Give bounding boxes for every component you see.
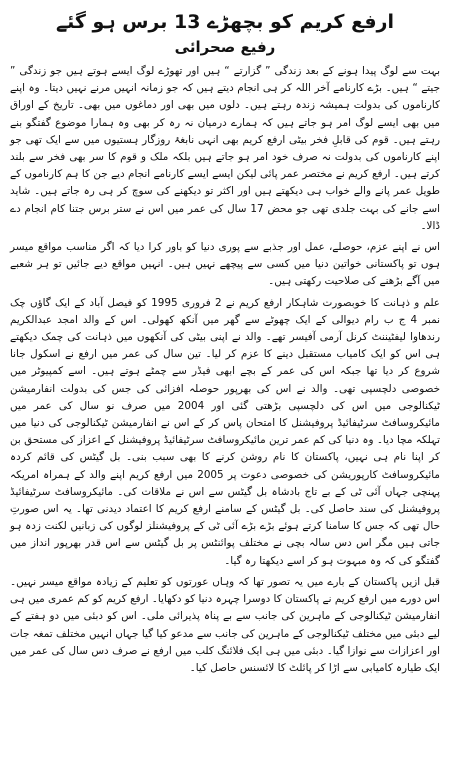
article-headline: ارفع کریم کو بچھڑے 13 برس ہو گئے bbox=[56, 11, 394, 33]
article-byline: رفیع صحرائی bbox=[174, 38, 276, 56]
article-paragraph: قبل ازیں پاکستان کے بارے میں یہ تصور تھا کہ وہاں عورتوں کو تعلیم کے زیادہ مواقع میسر نہیں۔ اس دورے میں ارفع کریم نے پاکستان کا دوسرا چہرہ دنیا کو دکھایا۔ ارفع کریم کو کم عمری میں ہی انفارمیشن ٹیکنالوجی کے ماہرین کی جانب سے بے پناہ پذیرائی ملی۔ اس کو دبئی میں دو ہفتے کے لیے دبئی میں مختلف ٹیکنالوجی کے ماہرین کی جانب سے مدعو کیا گیا جہاں انہیں مختلف تمغہ جات اور اعزازات سے نوازا گیا۔ دبئی میں ہی ایک فلائنگ کلب میں ارفع نے صرف دس سال کی عمر میں ایک طیارہ کامیابی سے اڑا کر پائلٹ کا لائسنس حاصل کیا۔ bbox=[10, 575, 440, 674]
article-body bbox=[10, 63, 440, 677]
article-paragraph: علم و ذہانت کا خوبصورت شاہکار ارفع کریم نے 2 فروری 1995 کو فیصل آباد کے ایک گاؤں چک نمبر 4 ج ب رام دیوالی کے ایک چھوٹے سے گھر میں آنکھ کھولی۔ اس کے والد امجد عبدالکریم رندھاوا لیفٹیننٹ کرنل آرمی آفیسر تھے۔ والد نے اپنی بیٹی کی آنکھوں میں ذہانت کی چمک دیکھتے ہی اس کو ایک کامیاب مستقبل دینے کا عزم کر لیا۔ تین سال کی عمر میں ارفع نے اسکول جانا شروع کر دیا تھا جبکہ اس کی عمر کے بچے ابھی فیڈر سے چمٹے ہوتے ہیں۔ اسے کمپیوٹر میں خصوصی دلچسپی تھی۔ والد نے اس کی بھرپور حوصلہ افزائی کی جس کی بدولت انفارمیشن ٹیکنالوجی میں اس کی دلچسپی بڑھتی گئی اور 2004 میں صرف نو سال کی عمر میں مائیکروسافٹ سرٹیفائیڈ پروفیشنل کا امتحان پاس کر کے اس نے انفارمیشن ٹیکنالوجی کی دنیا میں تہلکہ مچا دیا۔ وہ دنیا کی کم عمر ترین مائیکروسافٹ سرٹیفائیڈ پروفیشنل کے اعزاز کی مستحق بن کر اپنا نام ہی نہیں، پاکستان کا نام روشن کرنے کا بھی سبب بنی۔ بل گیٹس کی قائم کردہ مائیکروسافٹ کارپوریشن کی خصوصی دعوت پر 2005 میں ارفع کریم اپنے والد کے ہمراہ امریکہ پہنچی جہاں آئی ٹی کے بے تاج بادشاہ بل گیٹس سے اس نے ملاقات کی۔ مائیکروسافٹ سرٹیفائیڈ پروفیشنل کی سند حاصل کی۔ بل گیٹس کے سامنے ارفع کریم کا اعتماد دیدنی تھا۔ یہ اس صورتِ حال تھی کہ جس کا سامنا کرتے ہوئے بڑے بڑے آئی ٹی کے پروفیشنلز لوگوں کی زبانیں لکنت زدہ ہو جاتی ہیں مگر اس دس سالہ بچی نے مختلف پوائنٹس پر بل گیٹس سے اس قدر بھرپور انداز میں گفتگو کی کہ وہ مبہوت ہو کر اسے دیکھتا رہ گیا۔ bbox=[10, 296, 441, 567]
article-paragraph: بہت سے لوگ پیدا ہونے کے بعد زندگی ” گزارتے “ ہیں اور تھوڑے لوگ ایسے ہوتے ہیں جو زندگی ” جیتے “ ہیں۔ بڑے کارنامے آخر اللہ کر ہی انجام دیتے ہیں کہ جو زمانہ انہیں مرنے نہیں دیتا۔ وہ اپنے کارناموں کی بدولت ہمیشہ زندہ رہتے ہیں۔ دلوں میں بھی اور دماغوں میں بھی۔ تاریخ کے اوراق میں بھی ایسے لوگ امر ہو جاتے ہیں کہ ہمارے درمیان نہ رہ کر بھی وہ ہمارا موضوع گفتگو بنے رہتے ہیں۔ قوم کی قابلِ فخر بیٹی ارفع کریم بھی انہی نابغۂ روزگار ہستیوں میں سے ایک تھی جو اپنے کارناموں کی بدولت نہ صرف خود امر ہو جاتے ہیں بلکہ ملک و قوم کا سر بھی فخر سے بلند کرتے ہیں۔ ارفع کریم نے مختصر عمر پائی لیکن ایسے ایسے کارنامے انجام دیے جن کا ہم کارناموں کے طویل عمر پانے والے خواب ہی دیکھتے ہیں اور اکثر تو دیکھنے کی سوچ کر ہی رہ جاتے ہیں۔ شاید اسے جانے کی بہت جلدی تھی جو محض 17 سال کی عمر میں اس نے ستر برس جتنا کام انجام دے ڈالا۔ bbox=[10, 65, 440, 232]
article-paragraph: اس نے اپنے عزم، حوصلے، عمل اور جذبے سے پوری دنیا کو باور کرا دیا کہ اگر مناسب مواقع میسر ہوں تو پاکستانی خواتین دنیا میں کسی سے پیچھے نہیں ہیں۔ انہیں مواقع دیے جائیں تو ہر شعبے میں آگے بڑھنے کی صلاحیت رکھتی ہیں۔ bbox=[10, 241, 440, 288]
